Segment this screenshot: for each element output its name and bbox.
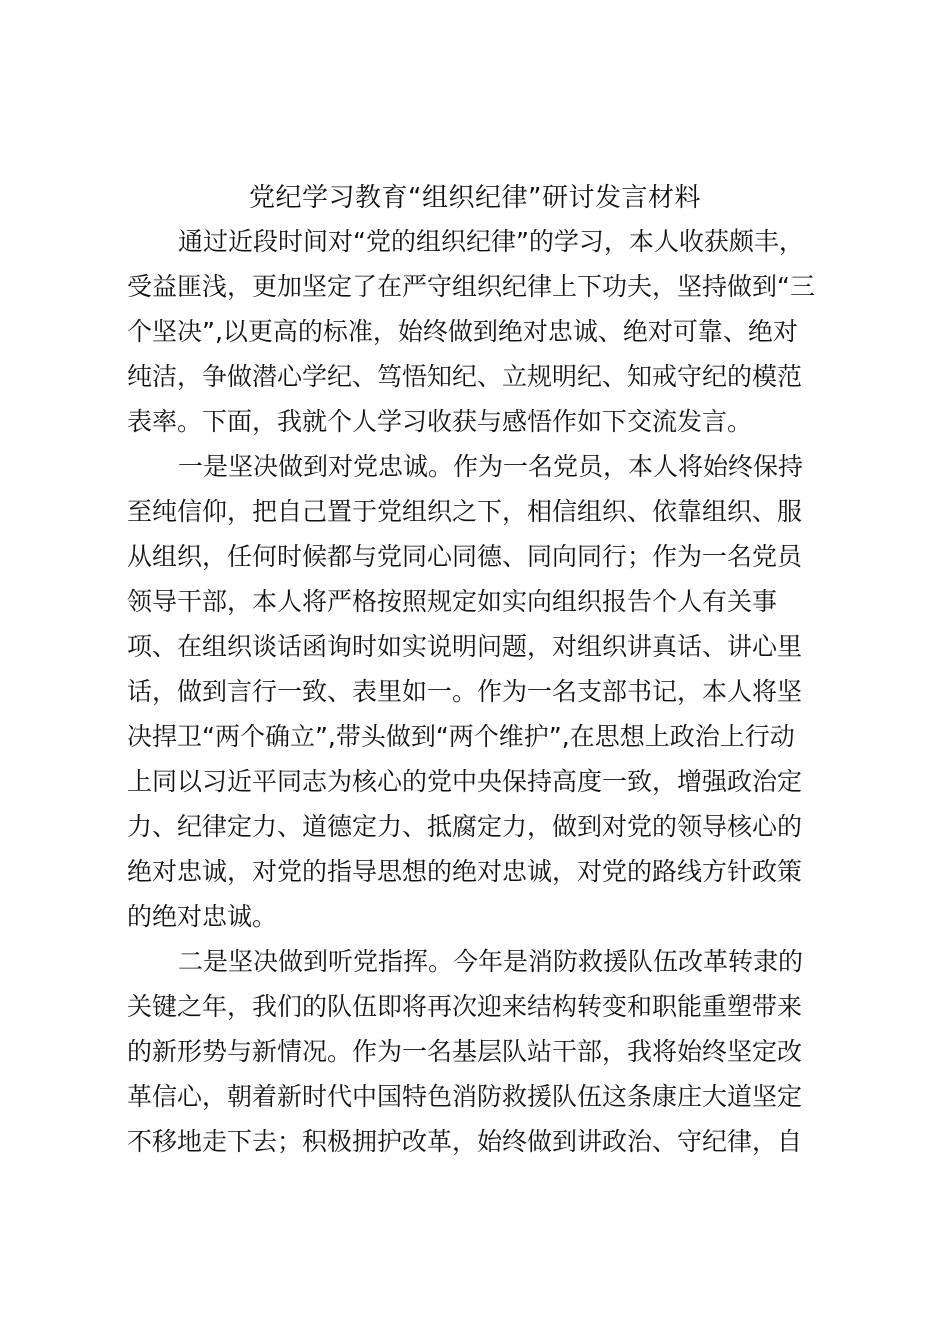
text-line: 决捍卫“两个确立”,带头做到“两个维护”,在思想上政治上行动 [127, 722, 795, 751]
text-line: 一是坚决做到对党忠诚。作为一名党员，本人将始终保持 [178, 452, 804, 481]
text-line: 从组织，任何时候都与党同心同德、同向同行；作为一名党员 [127, 542, 803, 571]
text-line: 的新形势与新情况。作为一名基层队站干部，我将始终坚定改 [127, 1037, 803, 1066]
text-line: 二是坚决做到听党指挥。今年是消防救援队伍改革转隶的 [178, 947, 804, 976]
text-line: 绝对忠诚，对党的指导思想的绝对忠诚，对党的路线方针政策 [127, 857, 803, 886]
text-line: 表率。下面，我就个人学习收获与感悟作如下交流发言。 [127, 407, 753, 436]
text-line: 个坚决”,以更高的标准，始终做到绝对忠诚、绝对可靠、绝对 [127, 317, 798, 346]
text-line: 通过近段时间对“党的组织纪律”的学习，本人收获颇丰， [178, 227, 804, 256]
text-line: 项、在组织谈话函询时如实说明问题，对组织讲真话、讲心里 [127, 632, 803, 661]
text-line: 纯洁，争做潜心学纪、笃悟知纪、立规明纪、知戒守纪的模范 [127, 362, 803, 391]
text-line: 关键之年，我们的队伍即将再次迎来结构转变和职能重塑带来 [127, 992, 803, 1021]
text-line: 的绝对忠诚。 [127, 902, 278, 931]
text-line: 领导干部，本人将严格按照规定如实向组织报告个人有关事 [127, 587, 778, 616]
text-line: 话，做到言行一致、表里如一。作为一名支部书记，本人将坚 [127, 677, 803, 706]
text-line: 上同以习近平同志为核心的党中央保持高度一致，增强政治定 [127, 767, 803, 796]
text-line: 力、纪律定力、道德定力、抵腐定力，做到对党的领导核心的 [127, 812, 803, 841]
text-line: 至纯信仰，把自己置于党组织之下，相信组织、依靠组织、服 [127, 497, 803, 526]
text-line: 革信心，朝着新时代中国特色消防救援队伍这条康庄大道坚定 [127, 1082, 803, 1111]
text-line: 不移地走下去；积极拥护改革，始终做到讲政治、守纪律，自 [127, 1127, 803, 1156]
text-line: 受益匪浅，更加坚定了在严守组织纪律上下功夫，坚持做到“三 [127, 272, 815, 301]
document-title: 党纪学习教育“组织纪律”研讨发言材料 [249, 183, 701, 213]
